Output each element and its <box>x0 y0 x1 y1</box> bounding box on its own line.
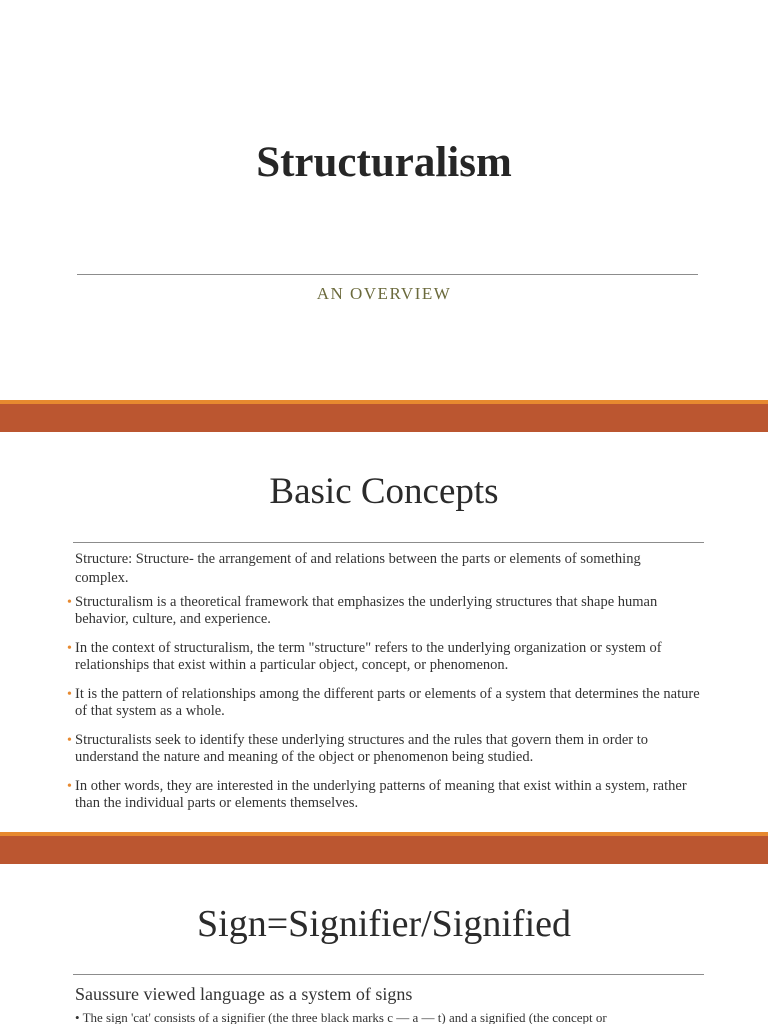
bullet-text: It is the pattern of relationships among the different parts or elements of a system that determines the nature of that system as a whole. <box>75 686 700 719</box>
heading-divider <box>73 542 704 543</box>
bullet-icon: • <box>67 595 72 610</box>
slide-sign <box>0 864 768 1024</box>
bullet-icon: • <box>67 687 72 702</box>
bullet-icon: • <box>67 641 72 656</box>
slide-heading: Sign=Signifier/Signified <box>197 903 571 945</box>
list-item <box>67 640 705 674</box>
intro-text: Structure: Structure- the arrangement of and relations between the parts or elements of something complex. <box>75 551 641 586</box>
slide-title <box>0 0 768 400</box>
slide-basic-concepts <box>0 432 768 832</box>
bullet-text: Structuralism is a theoretical framework that emphasizes the underlying structures that shape human behavior, culture, and experience. <box>75 594 658 627</box>
slide-title-heading: Structuralism <box>256 139 512 186</box>
list-item <box>67 686 705 720</box>
separator-stripe <box>0 400 768 404</box>
bullet-icon: • <box>67 779 72 794</box>
list-item <box>67 594 705 628</box>
slide-subtitle: AN OVERVIEW <box>316 284 452 303</box>
heading-divider <box>73 974 704 975</box>
title-divider <box>77 274 698 275</box>
bullet-icon: • <box>67 733 72 748</box>
slide-separator <box>0 400 768 432</box>
bullet-text: • The sign 'cat' consists of a signifier (the three black marks c — a — t) and a signified (the concept or <box>75 1010 607 1024</box>
separator-stripe <box>0 832 768 836</box>
list-item <box>67 732 705 766</box>
bullet-text: In the context of structuralism, the term "structure" refers to the underlying organization or system of relationships that exist within a particular object, concept, or phenomenon. <box>75 640 662 673</box>
bullet-list <box>67 594 705 824</box>
slide-heading: Basic Concepts <box>269 471 499 512</box>
bullet-text: In other words, they are interested in the underlying patterns of meaning that exist within a system, rather than the individual parts or elements themselves. <box>75 778 687 811</box>
slide-separator <box>0 832 768 864</box>
slide-subheading: Saussure viewed language as a system of signs <box>75 984 413 1004</box>
list-item <box>67 778 705 812</box>
bullet-text: Structuralists seek to identify these underlying structures and the rules that govern them in order to understand the nature and meaning of the object or phenomenon being studied. <box>75 732 649 765</box>
